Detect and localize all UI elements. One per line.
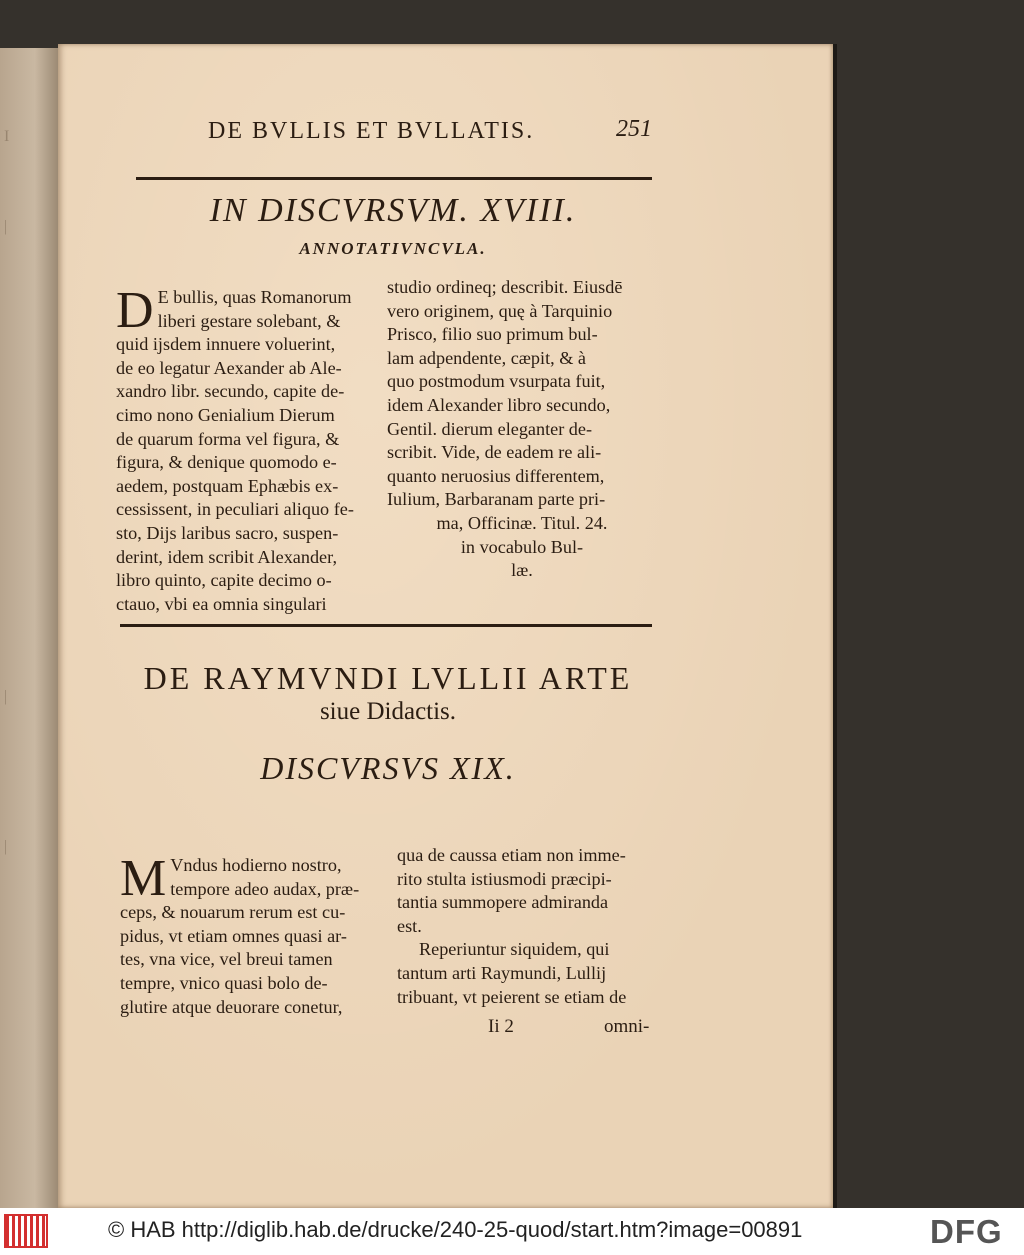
text-column-left-2 (120, 850, 390, 1019)
copyright-link[interactable]: © HAB http://diglib.hab.de/drucke/240-25-quod/start.htm?image=00891 (108, 1217, 803, 1242)
text-line: tes, vna vice, vel breui tamen (120, 949, 333, 970)
text-line: sto, Dijs laribus sacro, suspen- (116, 522, 339, 543)
text-line: de quarum forma vel figura, & (116, 428, 340, 449)
dfg-logo: DFG (930, 1213, 1003, 1250)
text-line: scribit. Vide, de eadem re ali- (387, 442, 602, 463)
text-line: ceps, & nouarum rerum est cu- (120, 902, 346, 923)
drop-cap: D (116, 282, 154, 339)
text-line: Reperiuntur siquidem, qui (419, 939, 610, 960)
text-line: derint, idem scribit Alexander, (116, 546, 337, 567)
text-line: tempore adeo audax, præ- (170, 878, 360, 899)
text-line: quo postmodum vsurpata fuit, (387, 371, 606, 392)
text-line: liberi gestare solebant, & (157, 310, 341, 331)
text-column-left (116, 282, 376, 616)
discourse-heading-2: DISCVRSVS XIX. (260, 750, 516, 786)
text-line: Iulium, Barbaranam parte pri- (387, 489, 606, 510)
text-line: studio ordineq; describit. Eiusdē (387, 277, 623, 297)
chapter-heading: DE RAYMVNDI LVLLII ARTE (143, 660, 633, 696)
barcode-icon (4, 1214, 48, 1248)
text-column-right (387, 276, 657, 583)
text-line: Vndus hodierno nostro, (170, 855, 342, 875)
text-line: tempre, vnico quasi bolo de- (120, 972, 328, 993)
text-line: figura, & denique quomodo e- (116, 452, 337, 473)
facing-page-edge: I | | | (0, 48, 58, 1208)
signature-mark: Ii 2 (488, 1016, 514, 1037)
text-line: E bullis, quas Romanorum (157, 287, 352, 307)
text-line: glutire atque deuorare conetur, (120, 996, 343, 1017)
text-line: tribuant, vt peierent se etiam de (397, 986, 627, 1007)
text-line: ma, Officinæ. Titul. 24. (436, 512, 608, 533)
drop-cap: M (120, 850, 167, 907)
text-line: Prisco, filio suo primum bul- (387, 324, 598, 345)
text-line: rito stulta istiusmodi præcipi- (397, 868, 612, 889)
header-rule (136, 177, 652, 180)
page-number: 251 (616, 116, 652, 142)
text-line: libro quinto, capite decimo o- (116, 570, 332, 591)
text-line: idem Alexander libro secundo, (387, 394, 611, 415)
chapter-subheading: siue Didactis. (319, 698, 457, 725)
discourse-heading: IN DISCVRSVM. XVIII. (209, 192, 577, 229)
text-line: quanto neruosius differentem, (387, 465, 605, 486)
text-line: læ. (511, 560, 533, 581)
text-line: pidus, vt etiam omnes quasi ar- (120, 925, 347, 946)
text-line: in vocabulo Bul- (460, 536, 584, 557)
text-line: xandro libr. secundo, capite de- (116, 381, 345, 402)
text-line: cimo nono Genialium Dierum (116, 404, 335, 425)
catchword: omni- (604, 1016, 650, 1037)
text-line: lam adpendente, cæpit, & à (387, 347, 586, 368)
book-page (58, 44, 833, 1208)
text-column-right-2 (397, 844, 657, 1009)
text-line: tantia summopere admiranda (397, 892, 609, 913)
text-line: vero originem, quę à Tarquinio (387, 300, 613, 321)
text-line: est. (397, 915, 422, 936)
text-line: aedem, postquam Ephæbis ex- (116, 475, 339, 496)
page-edge-shadow (833, 44, 837, 1208)
text-line: ctauo, vbi ea omnia singulari (116, 593, 327, 614)
footer-bar (0, 1208, 1024, 1255)
text-line: cessissent, in peculiari aliquo fe- (116, 499, 354, 520)
text-line: qua de caussa etiam non imme- (397, 845, 626, 865)
text-line: de eo legatur Aexander ab Ale- (116, 357, 342, 378)
running-head: DE BVLLIS ET BVLLATIS. (208, 118, 535, 144)
annotation-subheading: ANNOTATIVNCVLA. (299, 239, 487, 258)
text-line: Gentil. dierum eleganter de- (387, 418, 593, 439)
section-rule (120, 624, 652, 627)
text-line: tantum arti Raymundi, Lullij (397, 962, 607, 983)
text-line: quid ijsdem innuere voluerint, (116, 334, 336, 355)
